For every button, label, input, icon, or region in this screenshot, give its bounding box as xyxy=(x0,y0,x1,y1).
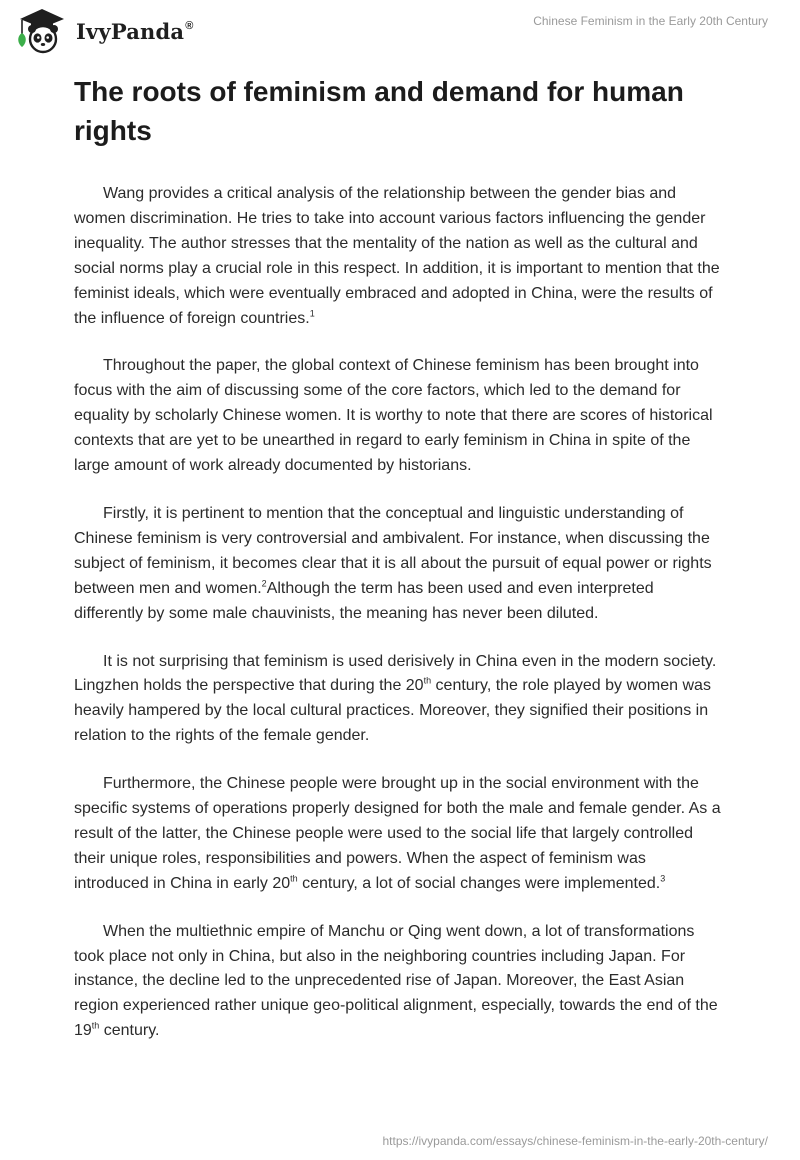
article xyxy=(74,72,724,1067)
paragraph-1: Wang provides a critical analysis of the relationship between the gender bias and women discrimination. He tries to take into account various factors influencing the gender inequality. The author stresses that the mentality of the nation as well as the cultural and social norms play a crucial role in this respect. In addition, it is important to mention that the feminist ideals, which were eventually embraced and adopted in China, were the results of the influence of foreign countries.$^1$ xyxy=(74,185,720,327)
footnote-ref-1[interactable]: 1 xyxy=(309,308,315,319)
paragraph-3: Firstly, it is pertinent to mention that the conceptual and linguistic understanding of Chinese feminism is very controversial and ambivalent. For instance, when discussing the subject of feminism, it becomes clear that it is all about the pursuit of equal power or rights between men and women.$^2$Although the term has been used and even interpreted differently by some male chauvinists, the meaning has never been diluted. xyxy=(74,504,712,622)
paragraph-4: It is not surprising that feminism is used derisively in China even in the modern society. Lingzhen holds the perspective that during the 20th century, the role played by women was heavily hampered by the local cultural practices. Moreover, they signified their positions in relation to the rights of the female gender. xyxy=(74,652,717,745)
header-document-title: Chinese Feminism in the Early 20th Century xyxy=(533,14,768,28)
footnote-ref-3[interactable]: 3 xyxy=(660,873,666,884)
panda-graduate-icon xyxy=(14,7,70,55)
ivypanda-logo[interactable] xyxy=(14,7,204,55)
paragraph-5: Furthermore, the Chinese people were brought up in the social environment with the specific systems of operations properly designed for both the male and female gender. As a result of the latter, the Chinese people were used to the social life that largely controlled their unique roles, responsibilities and powers. When the aspect of feminism was introduced in China in early 20th century, a lot of social changes were implemented.$^3$ xyxy=(74,775,721,892)
paragraph-2: Throughout the paper, the global context of Chinese feminism has been brought into focus with the aim of discussing some of the core factors, which led to the demand for equality by scholarly Chinese women. It is worthy to note that there are scores of historical contexts that are yet to be unearthed in regard to early feminism in China in spite of the large amount of work already documented by historians. xyxy=(74,357,713,475)
page-header xyxy=(0,0,800,60)
source-url[interactable]: https://ivypanda.com/essays/chinese-feminism-in-the-early-20th-century/ xyxy=(382,1134,768,1148)
section-heading: The roots of feminism and demand for human rights xyxy=(74,76,684,146)
article-body xyxy=(74,182,724,1044)
brand-name: IvyPanda® xyxy=(76,18,194,44)
footnote-ref-2[interactable]: 2 xyxy=(261,578,267,589)
paragraph-6: When the multiethnic empire of Manchu or Qing went down, a lot of transformations took place not only in China, but also in the neighboring countries including Japan. For instance, the decline led to the unprecedented rise of Japan. Moreover, the East Asian region experienced rather unique geo-political alignment, especially, towards the end of the 19th century. xyxy=(74,922,718,1040)
